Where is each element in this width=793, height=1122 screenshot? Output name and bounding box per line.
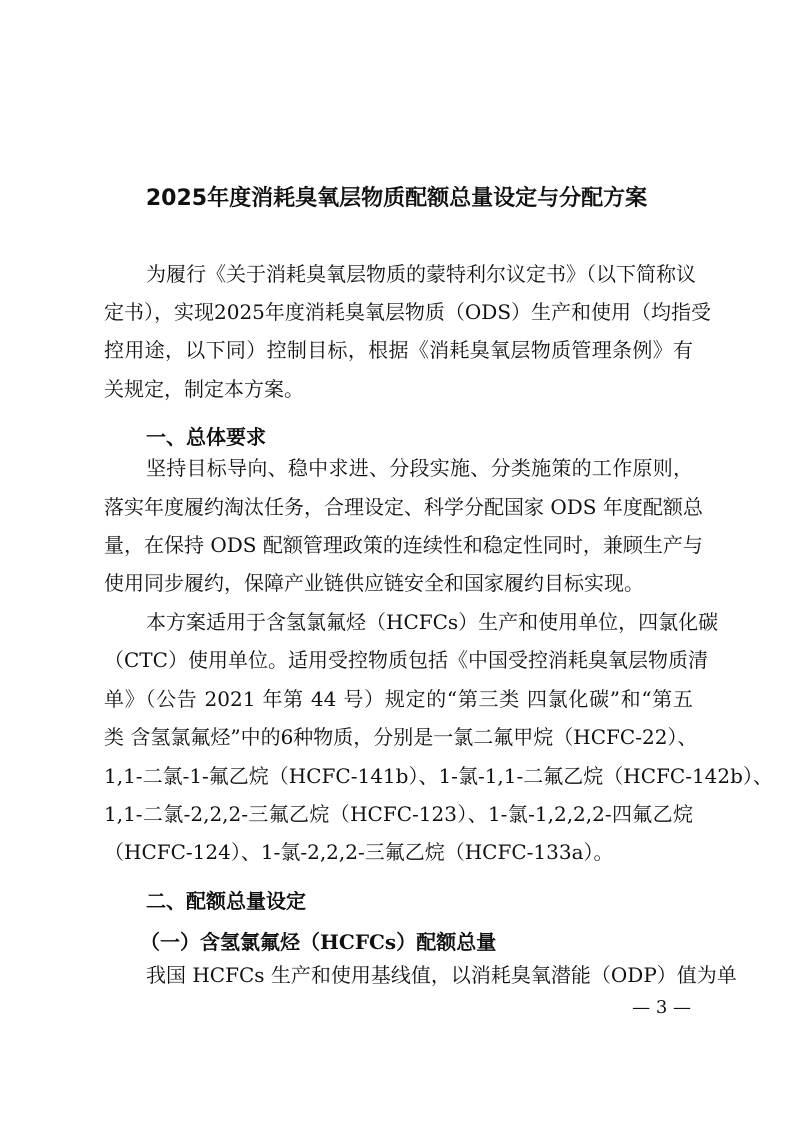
text-line: 关规定，制定本方案。 [104,377,304,401]
text-line: 使用同步履约，保障产业链供应链安全和国家履约目标实现。 [104,571,644,595]
text-line: 控用途，以下同）控制目标，根据《消耗臭氧层物质管理条例》有 [104,338,693,362]
text-line: 量，在保持 ODS 配额管理政策的连续性和稳定性同时，兼顾生产与 [104,533,703,557]
text-line: （HCFC-124）、1-氯-2,2,2-三氟乙烷（HCFC-133a）。 [104,840,614,864]
page-title: 2025年度消耗臭氧层物质配额总量设定与分配方案 [145,186,648,211]
page-number: — 3 — [632,997,691,1018]
text-line: 本方案适用于含氢氯氟烃（HCFCs）生产和使用单位，四氯化碳 [146,610,719,634]
text-line: 1,1-二氯-1-氟乙烷（HCFC-141b）、1-氯-1,1-二氟乙烷（HCFC-142b）、 [104,764,773,788]
text-line: 我国 HCFCs 生产和使用基线值，以消耗臭氧潜能（ODP）值为单 [146,963,737,987]
text-line: 为履行《关于消耗臭氧层物质的蒙特利尔议定书》（以下简称议 [146,262,696,286]
text-line: 1,1-二氯-2,2,2-三氟乙烷（HCFC-123）、1-氯-1,2,2,2-四氟乙烷 [104,802,693,826]
text-line: 坚持目标导向、稳中求进、分段实施、分类施策的工作原则， [146,456,693,480]
section-heading-quota-setting: 二、配额总量设定 [146,889,306,913]
text-line: 单》（公告 2021 年第 44 号）规定的“第三类 四氯化碳”和“第五 [104,687,693,711]
text-line: 定书），实现2025年度消耗臭氧层物质（ODS）生产和使用（均指受 [104,300,712,324]
section-heading-general-requirements: 一、总体要求 [146,425,266,449]
text-line: 类 含氢氯氟烃”中的6种物质，分别是一氯二氟甲烷（HCFC-22）、 [104,725,698,749]
text-line: （CTC）使用单位。适用受控物质包括《中国受控消耗臭氧层物质清 [104,648,708,672]
text-line: 落实年度履约淘汰任务，合理设定、科学分配国家 ODS 年度配额总 [104,495,703,519]
subsection-heading-hcfcs-quota: （一）含氢氯氟烃（HCFCs）配额总量 [140,930,497,954]
